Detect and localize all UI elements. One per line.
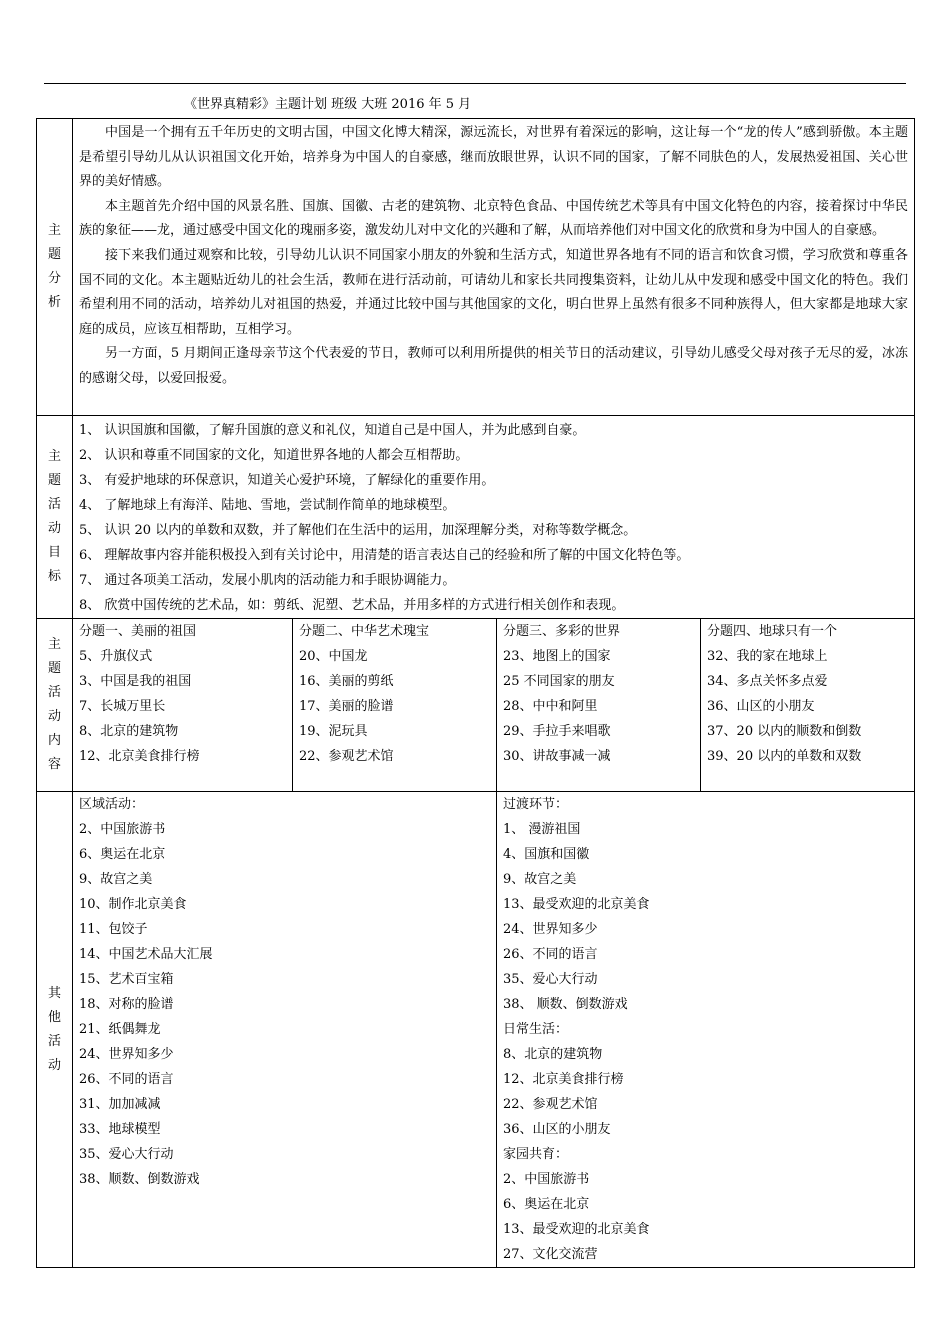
list-item: 17、美丽的脸谱 [299,699,394,714]
list-item: 4、国旗和国徽 [503,847,590,862]
analysis-label: 主 题 分 析 [37,119,73,416]
list-item: 6、奥运在北京 [79,847,166,862]
list-item: 20、中国龙 [299,649,368,664]
subtopic-heading: 分题二、中华艺术瑰宝 [299,624,430,639]
analysis-paragraph: 本主题首先介绍中国的风景名胜、国旗、国徽、古老的建筑物、北京特色食品、中国传统艺术等具有中国文化特色的内容，接着探讨中华民族的象征——龙，通过感受中国文化的瑰丽多姿，激发幼儿对中文化的兴趣和了解，从而培养他们对中国文化的欣赏和身为中国人的自豪感。 [79,198,909,239]
list-item: 10、制作北京美食 [79,897,187,912]
section-heading: 日常生活： [503,1022,569,1037]
section-heading: 区域活动： [79,797,145,812]
list-item: 38、 顺数、倒数游戏 [503,997,628,1012]
list-item: 16、美丽的剪纸 [299,674,394,689]
subtopic-column-2 [293,619,497,792]
goal-item: 2、 认识和尊重不同国家的文化，知道世界各地的人都会互相帮助。 [79,448,469,463]
section-heading: 过渡环节： [503,797,569,812]
list-item: 39、20 以内的单数和双数 [707,749,862,764]
list-item: 1、 漫游祖国 [503,822,581,837]
list-item: 31、加加减减 [79,1097,161,1112]
list-item: 2、中国旅游书 [79,822,166,837]
list-item: 18、对称的脸谱 [79,997,174,1012]
list-item: 22、参观艺术馆 [299,749,394,764]
subtopic-column-3 [497,619,701,792]
list-item: 8、北京的建筑物 [503,1047,603,1062]
goal-item: 6、 理解故事内容并能积极投入到有关讨论中，用清楚的语言表达自己的经验和所了解的中国文化特色等。 [79,548,690,563]
list-item: 37、20 以内的顺数和倒数 [707,724,862,739]
list-item: 32、我的家在地球上 [707,649,828,664]
list-item: 9、故宫之美 [79,872,153,887]
list-item: 9、故宫之美 [503,872,577,887]
list-item: 28、中中和阿里 [503,699,598,714]
analysis-paragraph: 中国是一个拥有五千年历史的文明古国，中国文化博大精深，源远流长，对世界有着深远的影响，这让每一个“龙的传人”感到骄傲。本主题是希望引导幼儿从认识祖国文化开始，培养身为中国人的自豪感，继而放眼世界，认识不同的国家，了解不同肤色的人，发展热爱祖国、关心世界的美好情感。 [79,125,909,190]
list-item: 3、中国是我的祖国 [79,674,192,689]
list-item: 34、多点关怀多点爱 [707,674,828,689]
goal-item: 8、 欣赏中国传统的艺术品，如：剪纸、泥塑、艺术品，并用多样的方式进行相关创作和表现。 [79,598,625,613]
subtopic-column-4 [701,619,915,792]
list-item: 5、升旗仪式 [79,649,153,664]
other-right-column [497,792,915,1268]
goal-item: 3、 有爱护地球的环保意识，知道关心爱护环境，了解绿化的重要作用。 [79,473,495,488]
list-item: 19、泥玩具 [299,724,368,739]
list-item: 22、参观艺术馆 [503,1097,598,1112]
other-left-column [73,792,497,1268]
goal-item: 1、 认识国旗和国徽，了解升国旗的意义和礼仪，知道自己是中国人，并为此感到自豪。 [79,423,586,438]
list-item: 13、最受欢迎的北京美食 [503,1222,650,1237]
list-item: 15、艺术百宝箱 [79,972,174,987]
section-heading: 家园共育： [503,1147,569,1162]
list-item: 24、世界知多少 [79,1047,174,1062]
list-item: 12、北京美食排行榜 [79,749,200,764]
list-item: 35、爱心大行动 [503,972,598,987]
header-rule [44,83,906,84]
list-item: 21、纸偶舞龙 [79,1022,161,1037]
list-item: 29、手拉手来唱歌 [503,724,611,739]
goals-label: 主 题 活 动 目 标 [37,416,73,619]
subtopic-heading: 分题一、美丽的祖国 [79,624,197,639]
subtopic-heading: 分题三、多彩的世界 [503,624,621,639]
list-item: 36、山区的小朋友 [503,1122,611,1137]
list-item: 14、中国艺术品大汇展 [79,947,213,962]
list-item: 12、北京美食排行榜 [503,1072,624,1087]
goal-item: 4、 了解地球上有海洋、陆地、雪地，尝试制作简单的地球模型。 [79,498,456,513]
list-item: 23、地图上的国家 [503,649,611,664]
list-item: 2、中国旅游书 [503,1172,590,1187]
list-item: 38、顺数、倒数游戏 [79,1172,200,1187]
content-row [37,619,915,792]
analysis-paragraph: 另一方面，5 月期间正逢母亲节这个代表爱的节日，教师可以利用所提供的相关节日的活动建议，引导幼儿感受父母对孩子无尽的爱，冰冻的感谢父母，以爱回报爱。 [79,346,909,386]
subtopic-heading: 分题四、地球只有一个 [707,624,838,639]
plan-table [36,118,915,1268]
list-item: 36、山区的小朋友 [707,699,815,714]
goal-item: 7、 通过各项美工活动，发展小肌肉的活动能力和手眼协调能力。 [79,573,456,588]
list-item: 33、地球模型 [79,1122,161,1137]
list-item: 35、爱心大行动 [79,1147,174,1162]
list-item: 11、包饺子 [79,922,148,937]
list-item: 24、世界知多少 [503,922,598,937]
list-item: 30、讲故事减一减 [503,749,611,764]
list-item: 8、北京的建筑物 [79,724,179,739]
list-item: 27、文化交流营 [503,1247,598,1262]
list-item: 7、长城万里长 [79,699,166,714]
goals-row [37,416,915,619]
subtopic-column-1 [73,619,293,792]
goals-body [73,416,915,619]
analysis-paragraph: 接下来我们通过观察和比较，引导幼儿认识不同国家小朋友的外貌和生活方式，知道世界各地有不同的语言和饮食习惯，学习欣赏和尊重各国不同的文化。本主题贴近幼儿的社会生活，教师在进行活动前，可请幼儿和家长共同搜集资料，让幼儿从中发现和感受中国文化的特色。我们希望利用不同的活动，培养幼儿对祖国的热爱，并通过比较中国与其他国家的文化，明白世界上虽然有很多不同种族得人，但大家都是地球大家庭的成员，应该互相帮助，互相学习。 [79,247,909,337]
list-item: 26、不同的语言 [503,947,598,962]
analysis-row [37,119,915,416]
list-item: 26、不同的语言 [79,1072,174,1087]
other-label: 其 他 活 动 [37,792,73,1268]
analysis-body [73,119,915,416]
other-row [37,792,915,1268]
list-item: 6、奥运在北京 [503,1197,590,1212]
content-label: 主 题 活 动 内 容 [37,619,73,792]
goal-item: 5、 认识 20 以内的单数和双数，并了解他们在生活中的运用，加深理解分类，对称等数学概念。 [79,523,637,538]
page-title: 《世界真精彩》主题计划 班级 大班 2016 年 5 月 [184,97,472,112]
list-item: 25 不同国家的朋友 [503,674,615,689]
list-item: 13、最受欢迎的北京美食 [503,897,650,912]
